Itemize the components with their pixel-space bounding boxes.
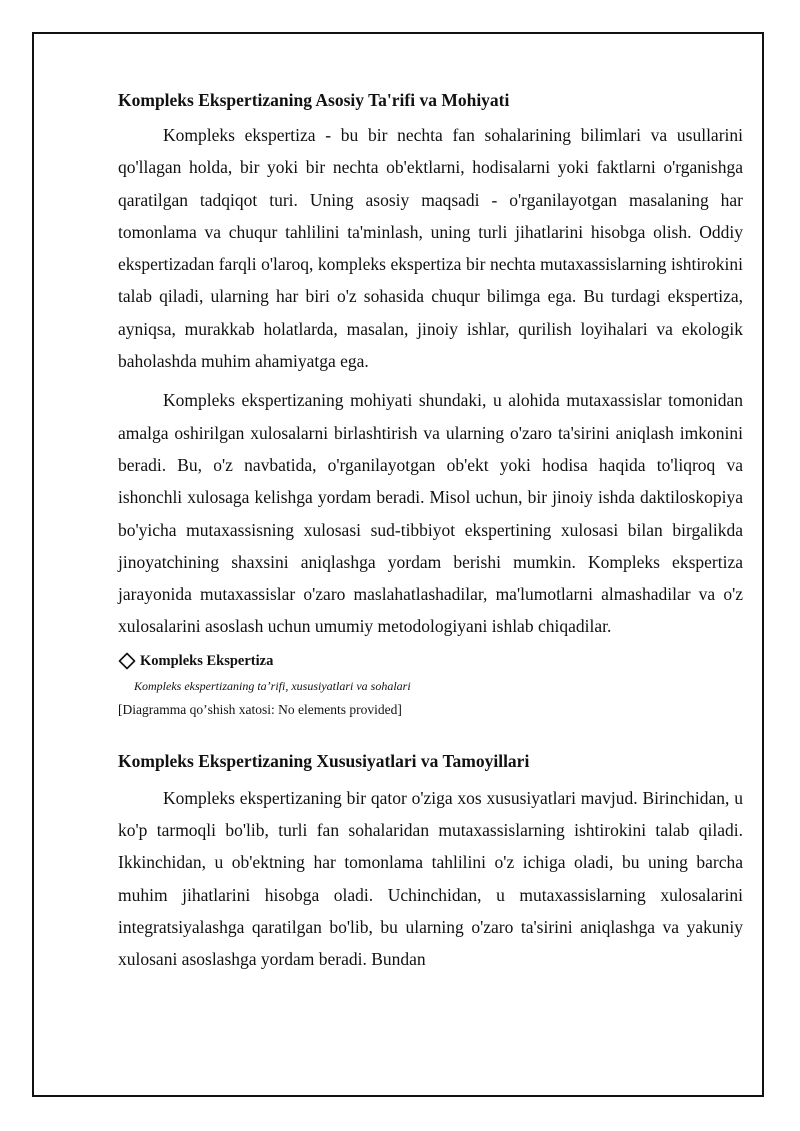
body-paragraph: Kompleks ekspertizaning mohiyati shundaki, u alohida mutaxassislar tomonidan amalga oshirilgan xulosalarni birlashtirish va ularning o'zaro ta'sirini aniqlash imkonini beradi. Bu, o'z navbatida, o'rganilayotgan ob'ekt yoki hodisa haqida to'liqroq va ishonchli xulosaga kelishga yordam beradi. Misol uchun, bir jinoiy ishda daktiloskopiya bo'yicha mutaxassisning xulosasi sud-tibbiyot ekspertining xulosasi bilan birgalikda jinoyatchining shaxsini aniqlashga yordam berishi mumkin. Kompleks ekspertiza jarayonida mutaxassislar o'zaro maslahatlashadilar, ma'lumotlarni almashadilar va o'z xulosalarini asoslash uchun umumiy metodologiyani ishlab chiqadilar.	[118, 390, 743, 637]
diamond-outline-icon	[118, 652, 136, 670]
diagram-title: Kompleks Ekspertiza	[140, 652, 274, 669]
document-content	[118, 88, 743, 983]
page-frame	[32, 32, 764, 1097]
diagram-block	[118, 650, 743, 721]
body-paragraph: Kompleks ekspertizaning bir qator o'ziga xos xususiyatlari mavjud. Birinchidan, u ko'p tarmoqli bo'lib, turli fan sohalaridan mutaxassislarning ishtirokini talab qiladi. Ikkinchidan, u ob'ektning har tomonlama tahlilini o'z ichiga oladi, bu uning barcha muhim jihatlarini hisobga oladi. Uchinchidan, u mutaxassislarning xulosalarini integratsiyalashga qaratilgan bo'lib, bu ularning o'zaro ta'sirini aniqlashga va yakuniy xulosani asoslashga yordam beradi. Bundan	[118, 787, 743, 970]
diagram-title-row	[118, 650, 743, 672]
section-heading-definition: Kompleks Ekspertizaning Asosiy Ta'rifi va Mohiyati	[118, 90, 510, 110]
diagram-error-message: [Diagramma qoʼshish xatosi: No elements provided]	[118, 701, 402, 717]
body-paragraph: Kompleks ekspertiza - bu bir nechta fan sohalarining bilimlari va usullarini qo'llagan holda, bir yoki bir nechta ob'ektlarni, hodisalarni yoki faktlarni o'rganishga qaratilgan tadqiqot turi. Uning asosiy maqsadi - o'rganilayotgan masalaning har tomonlama va chuqur tahlilini ta'minlash, uning turli jihatlarini hisobga olish. Oddiy ekspertizadan farqli o'laroq, kompleks ekspertiza bir nechta mutaxassislarning ishtirokini talab qiladi, ularning har biri o'z sohasida chuqur bilimga ega. Bu turdagi ekspertiza, ayniqsa, murakkab holatlarda, masalan, jinoiy ishlar, qurilish loyihalari va ekologik baholashda muhim ahamiyatga ega.	[118, 125, 743, 372]
section-heading-features: Kompleks Ekspertizaning Xususiyatlari va Tamoyillari	[118, 750, 530, 771]
diagram-subtitle: Kompleks ekspertizaning taʼrifi, xususiyatlari va sohalari	[134, 678, 411, 693]
